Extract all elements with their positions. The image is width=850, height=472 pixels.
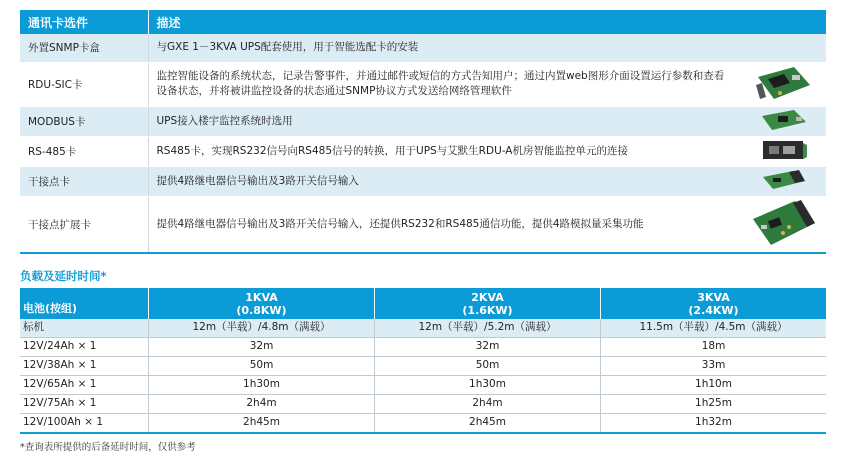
backup-time-cell: 33m	[600, 357, 826, 375]
backup-time-table	[20, 288, 826, 434]
backup-time-cell: 12m（半载）/5.2m（满载）	[374, 319, 600, 337]
card-desc: 提供4路继电器信号输出及3路开关信号输入，还提供RS232和RS485通信功能，提供4路模拟量采集功能	[148, 196, 742, 253]
rdu-sic-card-photo	[754, 63, 814, 103]
card-desc: UPS接入楼宇监控系统时选用	[148, 106, 742, 136]
card-name: RS-485卡	[20, 136, 148, 166]
table-row	[20, 319, 826, 338]
backup-time-cell: 1h32m	[600, 414, 826, 432]
table-row	[20, 357, 826, 376]
card-desc: 提供4路继电器信号输出及3路开关信号输入	[148, 166, 742, 196]
table-row	[20, 376, 826, 395]
model-name: 3KVA	[697, 291, 730, 304]
backup-time-cell: 1h30m	[374, 376, 600, 394]
backup-time-title: 负载及延时时间*	[20, 269, 107, 283]
dry-contact-card-photo	[759, 167, 809, 193]
footnote: *查询表所提供的后备延时时间，仅供参考	[20, 442, 196, 453]
model-power: (2.4KW)	[688, 304, 739, 317]
table-row	[20, 414, 826, 434]
model-power: (1.6KW)	[462, 304, 513, 317]
table-row	[20, 395, 826, 414]
table-header-row	[20, 288, 826, 319]
col-header-battery: 电池(按组)	[23, 302, 78, 315]
battery-config: 12V/38Ah × 1	[23, 359, 97, 371]
card-name: RDU-SIC卡	[20, 62, 148, 106]
model-power: (0.8KW)	[236, 304, 287, 317]
battery-config: 标机	[23, 321, 44, 333]
backup-time-cell: 50m	[148, 357, 374, 375]
table-row	[20, 136, 826, 166]
backup-time-cell: 1h30m	[148, 376, 374, 394]
card-name: 干接点扩展卡	[20, 196, 148, 253]
battery-config: 12V/100Ah × 1	[23, 416, 104, 428]
battery-config: 12V/24Ah × 1	[23, 340, 97, 352]
dry-contact-extension-card-photo	[749, 197, 819, 249]
col-header-model	[600, 288, 826, 319]
table-row	[20, 62, 826, 106]
backup-time-cell: 12m（半载）/4.8m（满载）	[148, 319, 374, 337]
table-row	[20, 34, 826, 62]
table-row	[20, 106, 826, 136]
model-name: 2KVA	[471, 291, 504, 304]
card-name: 干接点卡	[20, 166, 148, 196]
modbus-card-photo	[760, 108, 808, 132]
card-desc: RS485卡，实现RS232信号向RS485信号的转换，用于UPS与艾默生RDU-A机房智能监控单元的连接	[148, 136, 742, 166]
rs485-card-photo	[759, 137, 809, 163]
card-desc: 与GXE 1－3KVA UPS配套使用，用于智能选配卡的安装	[148, 34, 742, 62]
backup-time-cell: 1h25m	[600, 395, 826, 413]
table-row	[20, 338, 826, 357]
backup-time-cell: 11.5m（半载）/4.5m（满载）	[600, 319, 826, 337]
backup-time-cell: 32m	[374, 338, 600, 356]
backup-time-cell: 32m	[148, 338, 374, 356]
model-name: 1KVA	[245, 291, 278, 304]
col-header-model	[148, 288, 374, 319]
table-row	[20, 196, 826, 253]
backup-time-cell: 50m	[374, 357, 600, 375]
backup-time-cell: 2h4m	[374, 395, 600, 413]
table-header-row	[20, 10, 826, 34]
col-header-desc: 描述	[148, 10, 826, 34]
backup-time-cell: 1h10m	[600, 376, 826, 394]
backup-time-cell: 2h45m	[148, 414, 374, 432]
backup-time-cell: 2h4m	[148, 395, 374, 413]
card-desc: 监控智能设备的系统状态，记录告警事件，并通过邮件或短信的方式告知用户；通过内置web图形介面设置运行参数和查看设备状态，并将被讲监控设备的状态通过SNMP协议方式发送给网络管理软件	[148, 62, 742, 106]
card-name: MODBUS卡	[20, 106, 148, 136]
backup-time-cell: 18m	[600, 338, 826, 356]
battery-config: 12V/65Ah × 1	[23, 378, 97, 390]
comm-card-table	[20, 10, 827, 254]
backup-time-cell: 2h45m	[374, 414, 600, 432]
table-row	[20, 166, 826, 196]
col-header-model	[374, 288, 600, 319]
col-header-card: 通讯卡选件	[20, 10, 148, 34]
battery-config: 12V/75Ah × 1	[23, 397, 97, 409]
card-name: 外置SNMP卡盒	[20, 34, 148, 62]
